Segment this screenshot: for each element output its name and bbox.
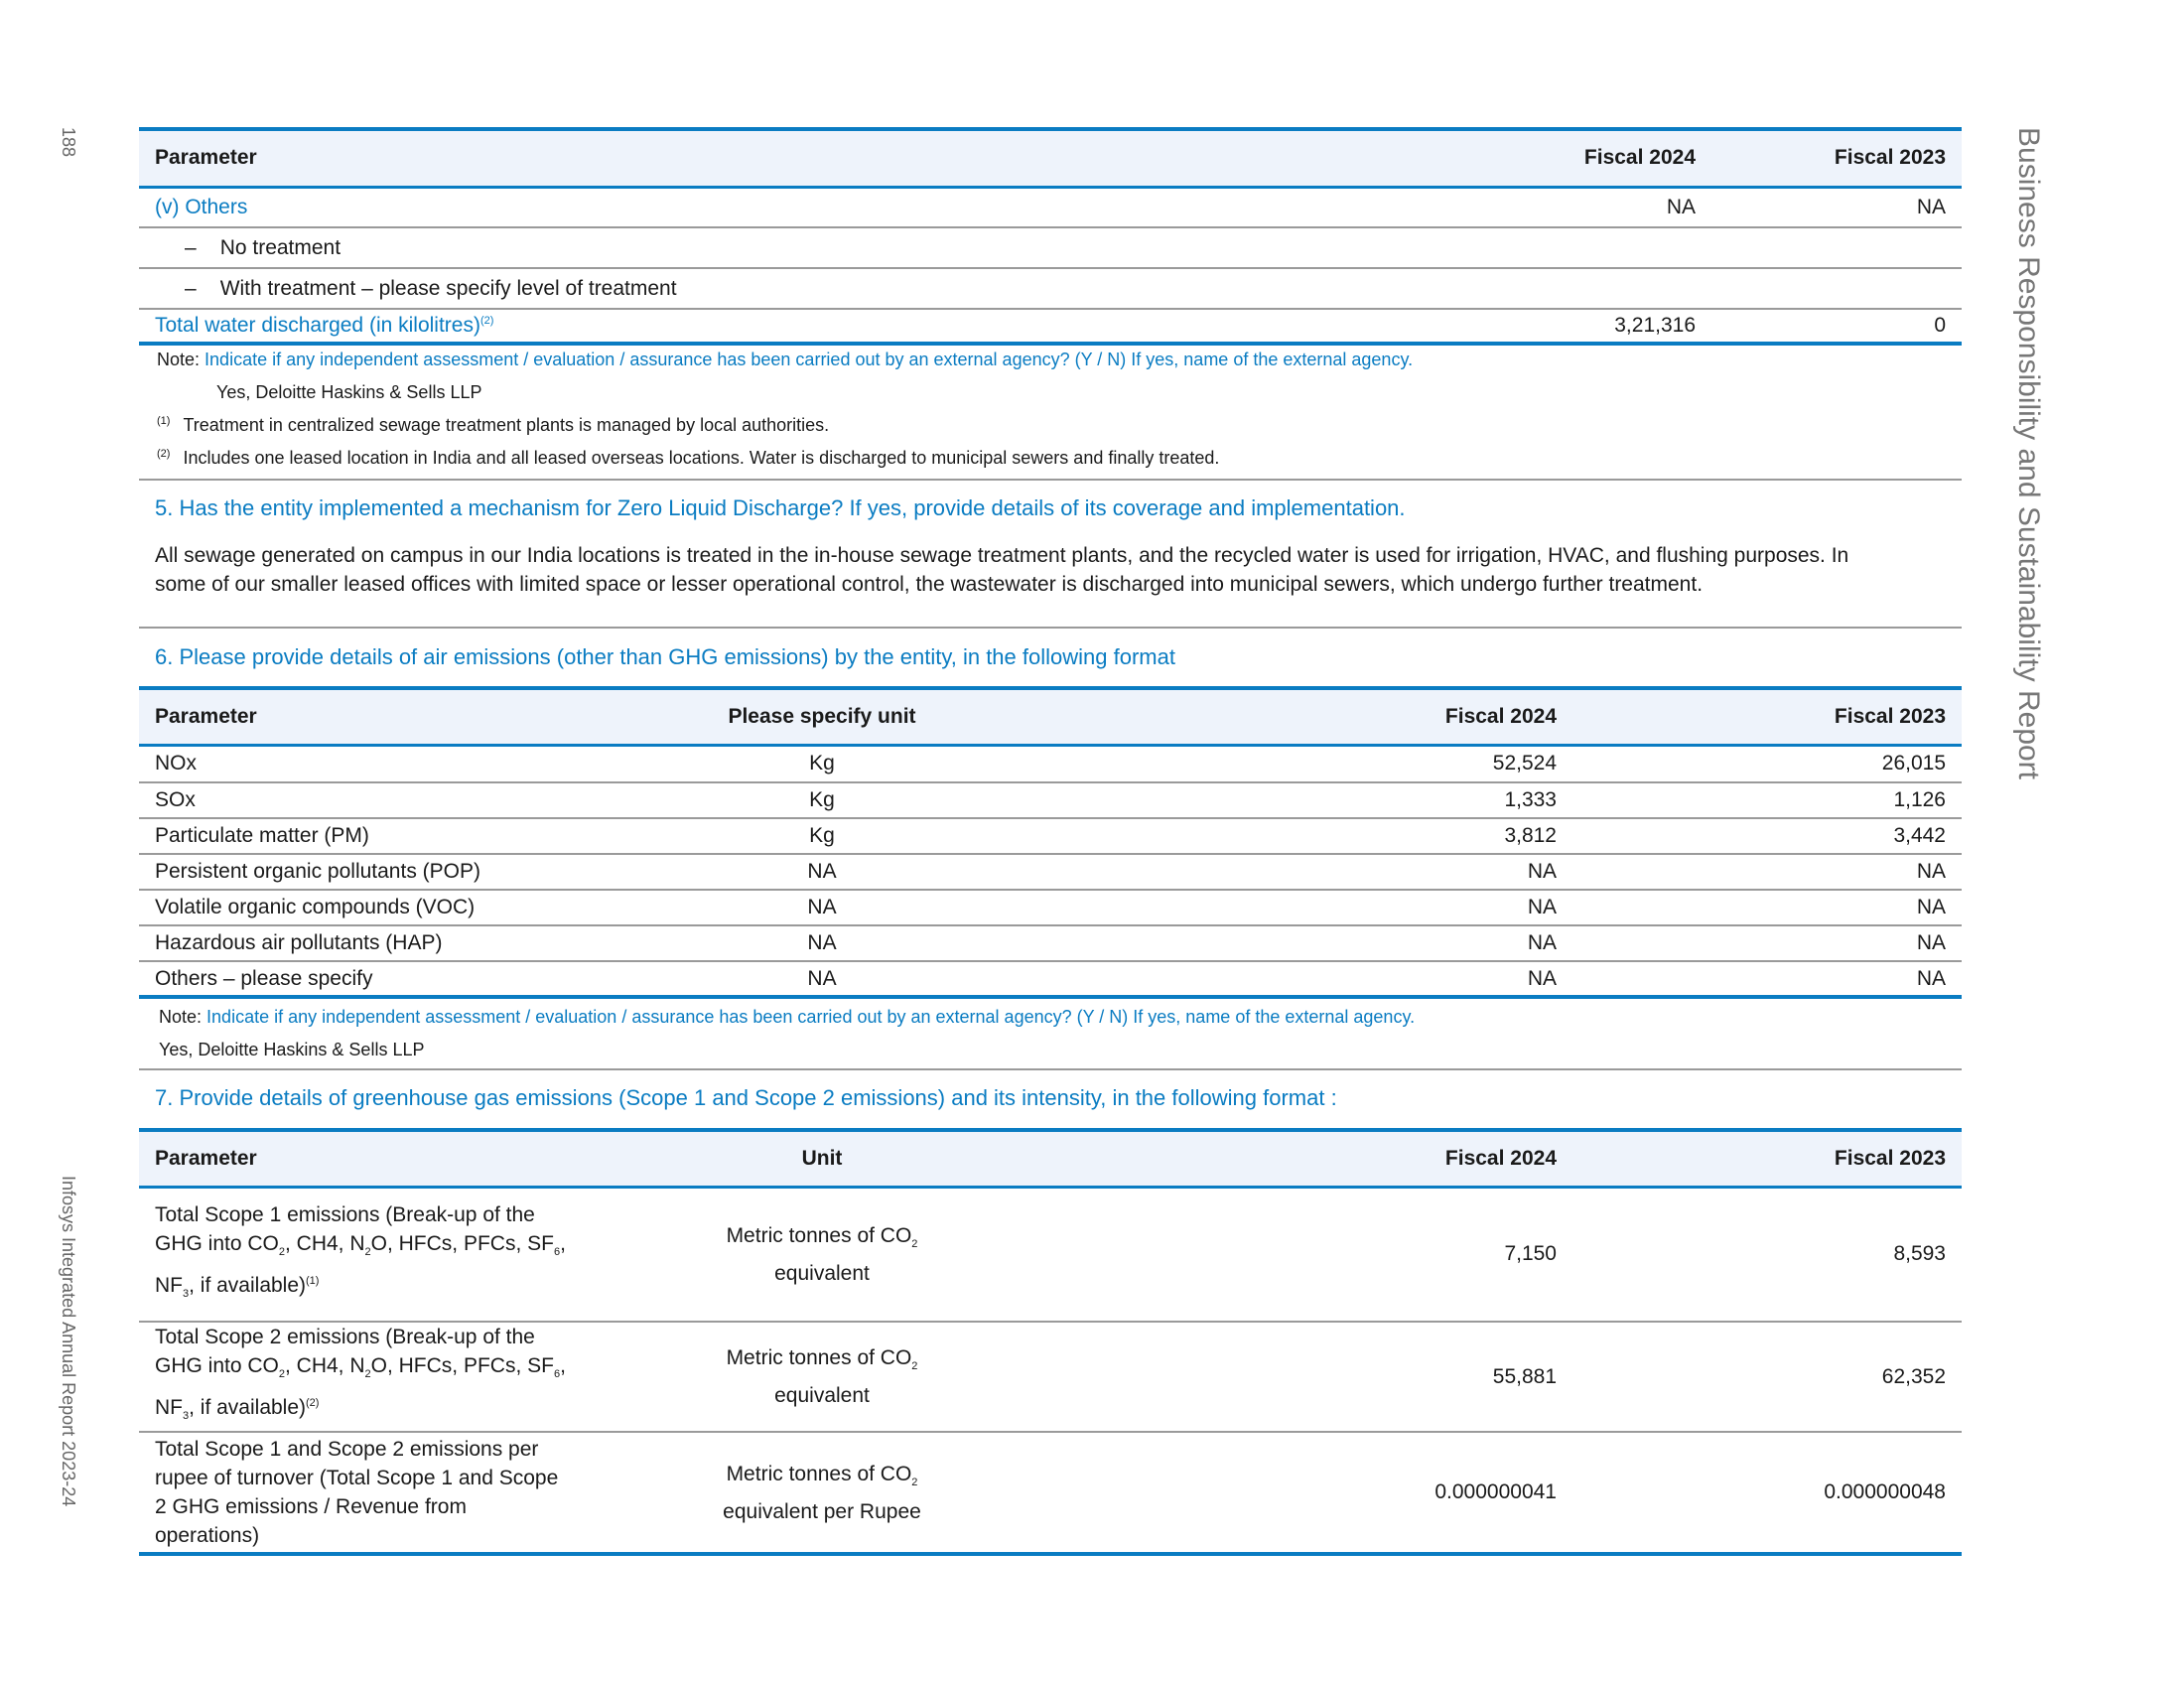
unit-text: Metric tonnes of CO bbox=[726, 1462, 912, 1485]
row-fy23: 62,352 bbox=[1572, 1322, 1962, 1432]
row-param bbox=[139, 1432, 667, 1554]
unit-text: Metric tonnes of CO bbox=[726, 1346, 912, 1370]
row-fy24: 3,21,316 bbox=[1461, 309, 1711, 344]
row-fy24: NA bbox=[977, 925, 1572, 961]
row-fy24 bbox=[1461, 268, 1711, 309]
subscript: 6 bbox=[553, 1245, 561, 1258]
row-unit: Kg bbox=[667, 782, 977, 818]
header-fiscal-2023: Fiscal 2023 bbox=[1572, 1130, 1962, 1187]
q6-heading: 6. Please provide details of air emissions (other than GHG emissions) by the entity, in the following format bbox=[155, 644, 1175, 669]
table-header-row bbox=[139, 1130, 1962, 1187]
row-fy24: 3,812 bbox=[977, 818, 1572, 854]
footnote-mark: (1) bbox=[157, 415, 171, 427]
row-fy23: 0 bbox=[1711, 309, 1962, 344]
water-discharge-table bbox=[139, 127, 1962, 346]
table-header-row bbox=[139, 129, 1962, 187]
row-fy23: 26,015 bbox=[1572, 745, 1962, 782]
param-text: , if available) bbox=[189, 1396, 307, 1420]
header-fiscal-2023: Fiscal 2023 bbox=[1572, 688, 1962, 745]
row-unit: Kg bbox=[667, 745, 977, 782]
row-param: Hazardous air pollutants (HAP) bbox=[139, 925, 667, 961]
footnote-ref: (1) bbox=[306, 1274, 320, 1287]
header-fiscal-2023: Fiscal 2023 bbox=[1711, 129, 1962, 187]
row-fy24: NA bbox=[977, 961, 1572, 997]
row-fy23: 3,442 bbox=[1572, 818, 1962, 854]
row-unit: NA bbox=[667, 890, 977, 925]
row-fy24 bbox=[1461, 227, 1711, 268]
param-text: O, HFCs, PFCs, SF bbox=[370, 1354, 554, 1377]
param-text: , CH4, N bbox=[285, 1354, 365, 1377]
row-fy23: NA bbox=[1572, 961, 1962, 997]
note-question: Indicate if any independent assessment / evaluation / assurance has been carried out by an external agency? (Y / N) If yes, name of the external agency. bbox=[206, 1007, 1416, 1027]
row-fy24: NA bbox=[1461, 187, 1711, 227]
table-row bbox=[139, 782, 1962, 818]
row-unit: Kg bbox=[667, 818, 977, 854]
param-text: , CH4, N bbox=[285, 1231, 365, 1255]
page-number: 188 bbox=[59, 127, 78, 158]
row-param: Others – please specify bbox=[139, 961, 667, 997]
table-row bbox=[139, 187, 1962, 227]
row-unit bbox=[667, 1187, 977, 1322]
table-row bbox=[139, 961, 1962, 997]
subscript: 3 bbox=[183, 1287, 190, 1300]
row-unit bbox=[667, 1322, 977, 1432]
param-text: O, HFCs, PFCs, SF bbox=[370, 1231, 554, 1255]
subscript: 2 bbox=[364, 1368, 371, 1381]
note-label: Note: bbox=[157, 350, 201, 369]
row-param: SOx bbox=[139, 782, 667, 818]
row-fy24: 7,150 bbox=[977, 1187, 1572, 1322]
table-header-row bbox=[139, 688, 1962, 745]
param-text: , if available) bbox=[189, 1273, 307, 1297]
row-fy23 bbox=[1711, 268, 1962, 309]
row-fy24: 1,333 bbox=[977, 782, 1572, 818]
note-label: Note: bbox=[159, 1007, 203, 1027]
note-answer: Yes, Deloitte Haskins & Sells LLP bbox=[216, 382, 482, 402]
param-text: Total Scope 1 and Scope 2 emissions per rupee of turnover (Total Scope 1 and Scope 2 GHG emissions / Revenue from operations) bbox=[155, 1438, 559, 1548]
header-unit: Please specify unit bbox=[667, 688, 977, 745]
q7-heading: 7. Provide details of greenhouse gas emissions (Scope 1 and Scope 2 emissions) and its intensity, in the following format : bbox=[155, 1085, 1337, 1110]
table-row-total bbox=[139, 309, 1962, 344]
row-unit: NA bbox=[667, 925, 977, 961]
header-parameter: Parameter bbox=[139, 1130, 667, 1187]
header-unit: Unit bbox=[667, 1130, 977, 1187]
side-title: Business Responsibility and Sustainability Report bbox=[2012, 127, 2045, 780]
divider bbox=[139, 1068, 1962, 1070]
table-row bbox=[139, 1187, 1962, 1322]
subscript: 2 bbox=[911, 1360, 918, 1373]
subscript: 2 bbox=[278, 1368, 285, 1381]
table-row bbox=[139, 1432, 1962, 1554]
unit-text: equivalent bbox=[774, 1384, 870, 1408]
header-fiscal-2024: Fiscal 2024 bbox=[1461, 129, 1711, 187]
table-row bbox=[139, 890, 1962, 925]
row-param: NOx bbox=[139, 745, 667, 782]
subscript: 2 bbox=[364, 1245, 371, 1258]
row-param: No treatment bbox=[219, 235, 341, 259]
note-answer: Yes, Deloitte Haskins & Sells LLP bbox=[159, 1040, 425, 1059]
row-fy23: NA bbox=[1572, 854, 1962, 890]
table-row bbox=[139, 745, 1962, 782]
footnote-text: Includes one leased location in India and all leased overseas locations. Water is discharged to municipal sewers and finally treated. bbox=[183, 448, 1220, 468]
table-row bbox=[139, 1322, 1962, 1432]
footnote-ref: (2) bbox=[306, 1397, 320, 1410]
unit-text: equivalent per Rupee bbox=[723, 1499, 921, 1523]
footnote-mark: (2) bbox=[157, 448, 171, 460]
subscript: 6 bbox=[553, 1368, 561, 1381]
row-fy23: NA bbox=[1711, 187, 1962, 227]
row-unit bbox=[667, 1432, 977, 1554]
divider bbox=[139, 627, 1962, 629]
row-fy24: 0.000000041 bbox=[977, 1432, 1572, 1554]
table-row bbox=[139, 818, 1962, 854]
divider bbox=[139, 479, 1962, 481]
table-row bbox=[139, 925, 1962, 961]
subscript: 2 bbox=[278, 1245, 285, 1258]
row-param: Persistent organic pollutants (POP) bbox=[139, 854, 667, 890]
table-row bbox=[139, 227, 1962, 268]
row-fy23: NA bbox=[1572, 925, 1962, 961]
param-text: , NF bbox=[155, 1354, 566, 1420]
row-fy23: 1,126 bbox=[1572, 782, 1962, 818]
row-fy23: 8,593 bbox=[1572, 1187, 1962, 1322]
row-fy24: 55,881 bbox=[977, 1322, 1572, 1432]
row-param bbox=[139, 1322, 667, 1432]
footnote-ref: (2) bbox=[479, 315, 494, 327]
row-fy23: NA bbox=[1572, 890, 1962, 925]
row-unit: NA bbox=[667, 961, 977, 997]
row-param: Particulate matter (PM) bbox=[139, 818, 667, 854]
ghg-emissions-table bbox=[139, 1128, 1962, 1556]
subscript: 2 bbox=[911, 1237, 918, 1250]
footnote-text: Treatment in centralized sewage treatment plants is managed by local authorities. bbox=[183, 415, 830, 435]
header-fiscal-2024: Fiscal 2024 bbox=[977, 1130, 1572, 1187]
row-param: (v) Others bbox=[139, 187, 1461, 227]
row-fy24: NA bbox=[977, 854, 1572, 890]
dash: – bbox=[185, 235, 197, 259]
param-text: Total Scope 2 emissions (Break-up of the GHG into CO bbox=[155, 1326, 535, 1377]
row-param bbox=[139, 1187, 667, 1322]
row-fy24: NA bbox=[977, 890, 1572, 925]
header-parameter: Parameter bbox=[139, 688, 667, 745]
unit-text: Metric tonnes of CO bbox=[726, 1223, 912, 1247]
q5-answer: All sewage generated on campus in our India locations is treated in the in-house sewage treatment plants, and the recycled water is used for irrigation, HVAC, and flushing purposes. In some of our smaller leased offices with limited space or lesser operational control, the wastewater is discharged into municipal sewers, which undergo further treatment. bbox=[155, 544, 1849, 596]
row-param: Volatile organic compounds (VOC) bbox=[139, 890, 667, 925]
row-fy23: 0.000000048 bbox=[1572, 1432, 1962, 1554]
subscript: 2 bbox=[911, 1476, 918, 1488]
param-text: Total Scope 1 emissions (Break-up of the GHG into CO bbox=[155, 1202, 535, 1255]
row-fy23 bbox=[1711, 227, 1962, 268]
subscript: 3 bbox=[183, 1410, 190, 1423]
table-row bbox=[139, 268, 1962, 309]
note-question: Indicate if any independent assessment / evaluation / assurance has been carried out by an external agency? (Y / N) If yes, name of the external agency. bbox=[205, 350, 1414, 369]
footer-title: Infosys Integrated Annual Report 2023-24 bbox=[59, 1176, 78, 1507]
q5-heading: 5. Has the entity implemented a mechanism for Zero Liquid Discharge? If yes, provide details of its coverage and implementation. bbox=[155, 495, 1406, 520]
header-parameter: Parameter bbox=[139, 129, 1461, 187]
table-row bbox=[139, 854, 1962, 890]
row-param: Total water discharged (in kilolitres) bbox=[155, 314, 480, 337]
row-unit: NA bbox=[667, 854, 977, 890]
header-fiscal-2024: Fiscal 2024 bbox=[977, 688, 1572, 745]
air-emissions-table bbox=[139, 686, 1962, 999]
dash: – bbox=[185, 276, 197, 300]
param-text: , NF bbox=[155, 1231, 566, 1297]
unit-text: equivalent bbox=[774, 1261, 870, 1285]
row-fy24: 52,524 bbox=[977, 745, 1572, 782]
row-param: With treatment – please specify level of treatment bbox=[219, 276, 677, 300]
